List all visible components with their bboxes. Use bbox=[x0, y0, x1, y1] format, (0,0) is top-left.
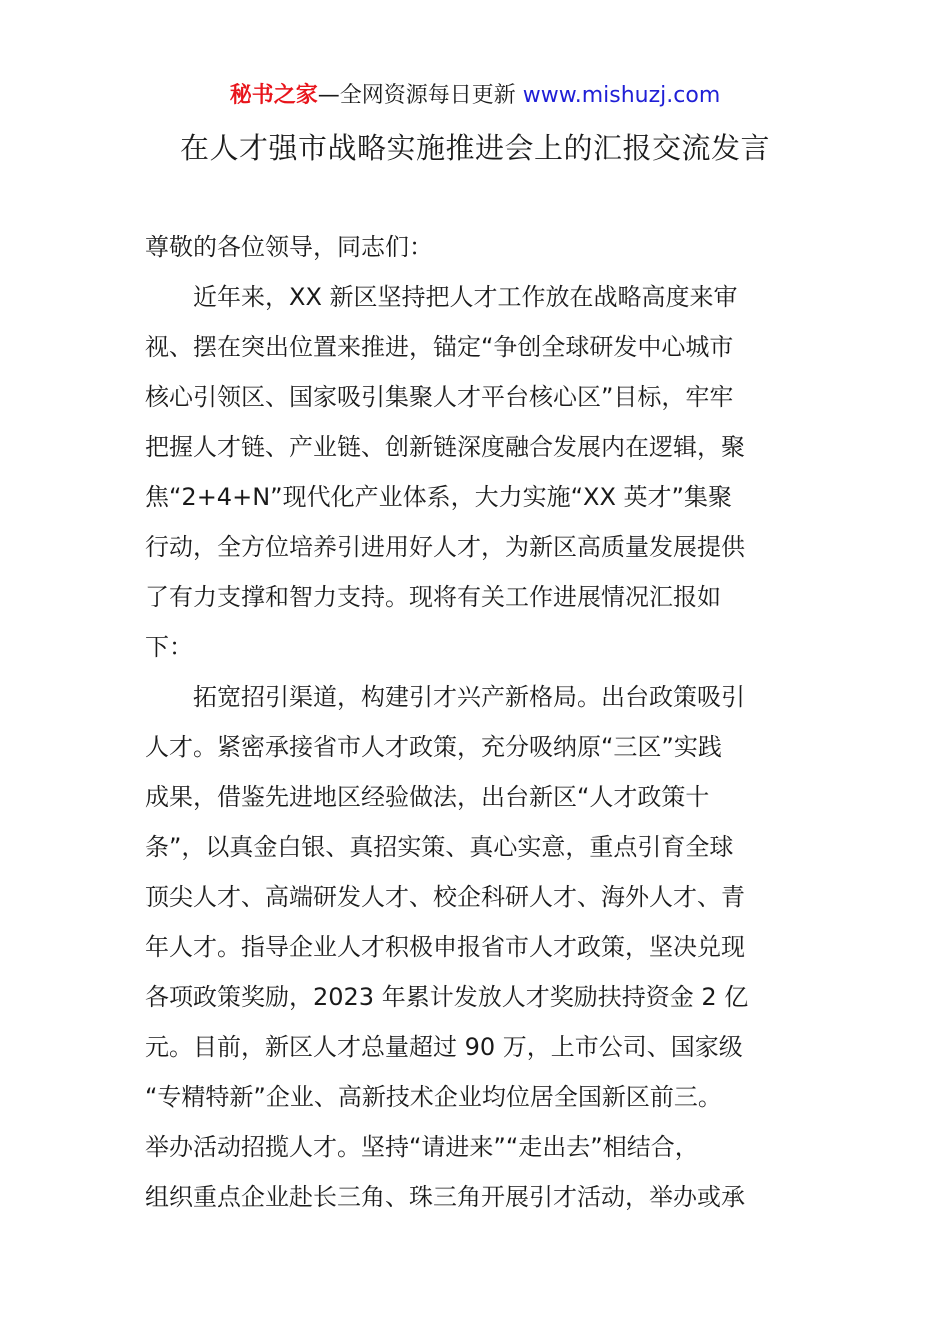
text-line: 焦“2+4+N”现代化产业体系，大力实施“XX 英才”集聚 bbox=[145, 483, 732, 511]
text-line: 了有力支撑和智力支持。现将有关工作进展情况汇报如 bbox=[145, 583, 721, 611]
text-line: 行动，全方位培养引进用好人才，为新区高质量发展提供 bbox=[145, 533, 745, 561]
text-line: 举办活动招揽人才。坚持“请进来”“走出去”相结合， bbox=[145, 1133, 699, 1161]
paragraph-talent-recruitment bbox=[145, 672, 810, 1222]
greeting: 尊敬的各位领导，同志们： bbox=[145, 233, 433, 261]
text-line: 把握人才链、产业链、创新链深度融合发展内在逻辑，聚 bbox=[145, 433, 745, 461]
text-line: 条”，以真金白银、真招实策、真心实意，重点引育全球 bbox=[145, 833, 734, 861]
text-line: 成果，借鉴先进地区经验做法，出台新区“人才政策十 bbox=[145, 783, 710, 811]
text-line: 视、摆在突出位置来推进，锚定“争创全球研发中心城市 bbox=[145, 333, 734, 361]
text-line: “专精特新”企业、高新技术企业均位居全国新区前三。 bbox=[145, 1083, 722, 1111]
paragraph-intro bbox=[145, 272, 810, 672]
text-line: 拓宽招引渠道，构建引才兴产新格局。出台政策吸引 bbox=[193, 683, 745, 711]
text-line: 近年来，XX 新区坚持把人才工作放在战略高度来审 bbox=[193, 283, 738, 311]
header-tagline: —全网资源每日更新 bbox=[317, 83, 523, 108]
text-line: 年人才。指导企业人才积极申报省市人才政策，坚决兑现 bbox=[145, 933, 745, 961]
text-line: 组织重点企业赴长三角、珠三角开展引才活动，举办或承 bbox=[145, 1183, 745, 1211]
document-title: 在人才强市战略实施推进会上的汇报交流发言 bbox=[179, 131, 770, 165]
site-url-link[interactable]: www.mishuzj.com bbox=[522, 83, 721, 108]
text-line: 顶尖人才、高端研发人才、校企科研人才、海外人才、青 bbox=[145, 883, 745, 911]
brand-name: 秘书之家 bbox=[229, 83, 318, 108]
text-line: 元。目前，新区人才总量超过 90 万，上市公司、国家级 bbox=[145, 1033, 743, 1061]
text-line: 各项政策奖励，2023 年累计发放人才奖励扶持资金 2 亿 bbox=[145, 983, 749, 1011]
text-line: 人才。紧密承接省市人才政策，充分吸纳原“三区”实践 bbox=[145, 733, 722, 761]
text-line: 核心引领区、国家吸引集聚人才平台核心区”目标，牢牢 bbox=[145, 383, 734, 411]
site-header bbox=[0, 80, 950, 112]
text-line: 下： bbox=[145, 633, 193, 661]
